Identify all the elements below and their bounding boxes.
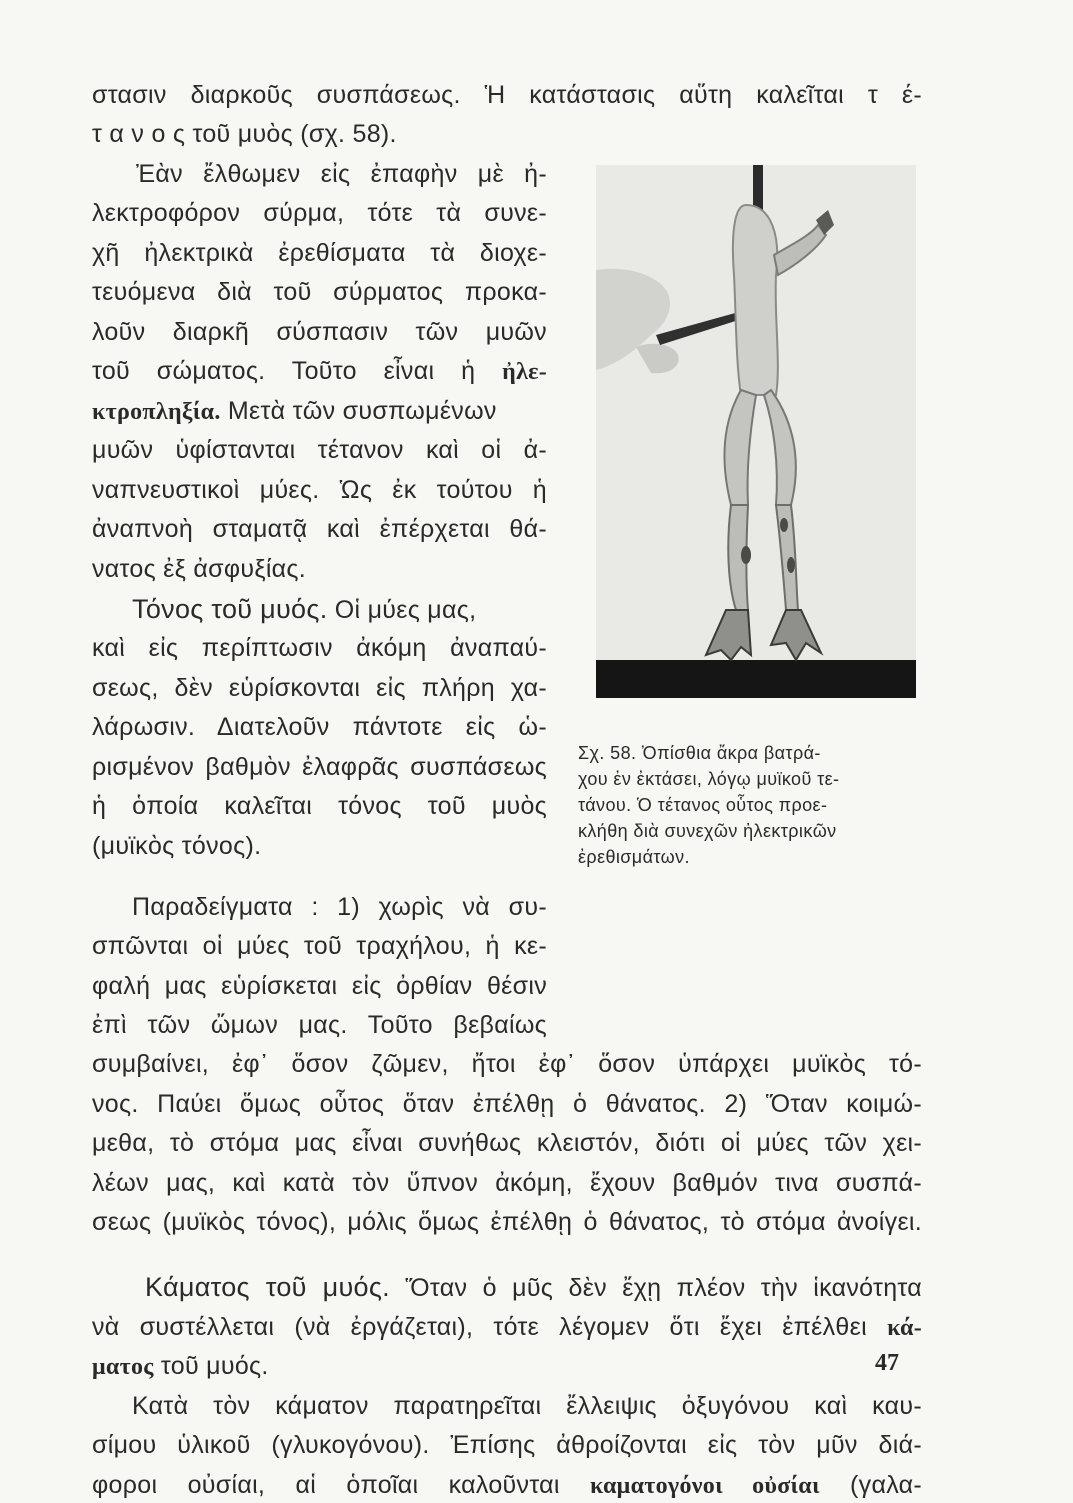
bold-term: ματος bbox=[92, 1354, 154, 1380]
text-line: Κατὰ τὸν κάματον παρατηρεῖται ἔλλειψις ὀξυγόνου καὶ καυ- bbox=[132, 1392, 922, 1420]
text-line: ναπνευστικοὶ μύες. Ὡς ἐκ τούτου ἡ bbox=[92, 476, 547, 504]
bold-term: κά- bbox=[887, 1315, 922, 1341]
bold-term: ἠλε- bbox=[502, 359, 548, 385]
text-line: λέων μας, καὶ κατὰ τὸν ὕπνον ἀκόμη, ἔχουν βαθμόν τινα συσπά- bbox=[92, 1169, 922, 1197]
text-line: καὶ εἰς περίπτωσιν ἀκόμη ἀναπαύ- bbox=[92, 634, 547, 662]
text-line: σίμου ὑλικοῦ (γλυκογόνου). Ἐπίσης ἀθροίζονται εἰς τὸν μῦν διά- bbox=[92, 1431, 922, 1459]
bold-term: κτροπληξία. bbox=[92, 399, 221, 425]
bold-term: καματογόνοι οὐσίαι bbox=[590, 1473, 820, 1499]
text-line: τευόμενα διὰ τοῦ σύρματος προκα- bbox=[92, 278, 547, 306]
figure-caption-line: ἐρεθισμάτων. bbox=[578, 847, 690, 867]
text-line: κτροπληξία. Μετὰ τῶν συσπωμένων bbox=[92, 397, 497, 425]
figure-caption-line: Σχ. 58. Ὀπίσθια ἄκρα βατρά- bbox=[578, 743, 821, 763]
text-line: σπῶνται οἱ μύες τοῦ τραχήλου, ἡ κε- bbox=[92, 932, 547, 960]
text-line: τοῦ σώματος. Τοῦτο εἶναι ἡ ἠλε- bbox=[92, 357, 548, 385]
text-line: λοῦν διαρκῆ σύσπασιν τῶν μυῶν bbox=[92, 318, 547, 346]
section-heading: Κάματος τοῦ μυός. Ὅταν ὁ μῦς δὲν ἔχῃ πλέον τὴν ἱκανότητα bbox=[145, 1272, 922, 1302]
text-line: χῆ ἠλεκτρικὰ ἐρεθίσματα τὰ διοχε- bbox=[92, 239, 547, 267]
figure-caption-line: τάνου. Ὁ τέτανος οὗτος προε- bbox=[578, 795, 828, 815]
text-line: μεθα, τὸ στόμα μας εἶναι συνήθως κλειστόν, διότι οἱ μύες τῶν χει- bbox=[92, 1129, 922, 1157]
figure-caption-line: χου ἐν ἐκτάσει, λόγῳ μυϊκοῦ τε- bbox=[578, 769, 840, 789]
frog-legs-photo bbox=[596, 165, 916, 698]
figure-caption-line: κλήθη διὰ συνεχῶν ἠλεκτρικῶν bbox=[578, 821, 837, 841]
text-line: στασιν διαρκοῦς συσπάσεως. Ἡ κατάστασις αὕτη καλεῖται τ έ- bbox=[92, 81, 922, 109]
text-line: φοροι οὐσίαι, αἱ ὁποῖαι καλοῦνται καματογόνοι οὐσίαι (γαλα- bbox=[92, 1471, 923, 1499]
text-line: ἀναπνοὴ σταματᾷ καὶ ἐπέρχεται θά- bbox=[92, 515, 547, 543]
text-line: σεως, δὲν εὑρίσκονται εἰς πλήρη χα- bbox=[92, 674, 547, 702]
text-line: Ἐὰν ἔλθωμεν εἰς ἐπαφὴν μὲ ἠ- bbox=[136, 160, 547, 188]
text-line: φαλή μας εὑρίσκεται εἰς ὀρθίαν θέσιν bbox=[92, 972, 547, 1000]
text-line: νατος ἐξ ἀσφυξίας. bbox=[92, 555, 307, 583]
text-line: ἡ ὁποία καλεῖται τόνος τοῦ μυὸς bbox=[92, 792, 547, 820]
text-line: λάρωσιν. Διατελοῦν πάντοτε εἰς ὡ- bbox=[92, 713, 547, 741]
text-line: σεως (μυϊκὸς τόνος), μόλις ὅμως ἐπέλθῃ ὁ θάνατος, τὸ στόμα ἀνοίγει. bbox=[92, 1208, 922, 1236]
text-line: τ α ν ο ς τοῦ μυὸς (σχ. 58). bbox=[92, 120, 397, 148]
text-line: Παραδείγματα : 1) χωρὶς νὰ συ- bbox=[132, 893, 547, 921]
page-number: 47 bbox=[875, 1350, 899, 1376]
text-line: συμβαίνει, ἐφ᾽ ὅσον ζῶμεν, ἤτοι ἐφ᾽ ὅσον ὑπάρχει μυϊκὸς τό- bbox=[92, 1050, 922, 1078]
text-line: ἐπὶ τῶν ὤμων μας. Τοῦτο βεβαίως bbox=[92, 1011, 547, 1039]
text-line: νος. Παύει ὅμως οὗτος ὅταν ἐπέλθῃ ὁ θάνατος. 2) Ὅταν κοιμώ- bbox=[92, 1090, 922, 1118]
section-heading: Τόνος τοῦ μυός. Οἱ μύες μας, bbox=[132, 594, 477, 624]
frog-illustration bbox=[596, 165, 916, 698]
text-line: λεκτροφόρον σύρμα, τότε τὰ συνε- bbox=[92, 199, 547, 227]
text-line: (μυϊκὸς τόνος). bbox=[92, 832, 262, 860]
text-line: νὰ συστέλλεται (νὰ ἐργάζεται), τότε λέγομεν ὅτι ἔχει ἐπέλθει κά- bbox=[92, 1313, 922, 1341]
text-line: ρισμένον βαθμὸν ἐλαφρᾶς συσπάσεως bbox=[92, 753, 547, 781]
text-line: μυῶν ὑφίστανται τέτανον καὶ οἱ ἀ- bbox=[92, 436, 547, 464]
text-line: ματος τοῦ μυός. bbox=[92, 1352, 269, 1380]
